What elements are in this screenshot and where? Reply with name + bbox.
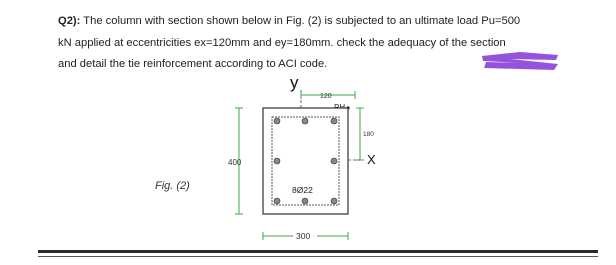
rebar <box>331 198 337 204</box>
dim-ey-text: 180 <box>363 131 374 138</box>
rebar <box>274 118 280 124</box>
rebar <box>274 158 280 164</box>
question-number: Q2): <box>58 15 81 27</box>
rebar <box>274 198 280 204</box>
question-line-3: and detail the tie reinforcement according to ACI code. <box>58 58 328 70</box>
x-axis-label: X <box>367 152 376 167</box>
question-line-2: kN applied at eccentricities ex=120mm and ey=180mm. check the adequacy of the section <box>58 36 506 49</box>
y-axis-label: y <box>290 73 299 92</box>
rebar <box>302 118 308 124</box>
rebar <box>331 118 337 124</box>
figure-caption: Fig. (2) <box>155 180 190 192</box>
divider-thick <box>38 250 598 253</box>
rebar <box>331 158 337 164</box>
divider-thin <box>38 256 598 257</box>
dim-height-text: 400 <box>228 158 242 167</box>
rebar <box>302 198 308 204</box>
dim-ex-text: 120 <box>320 93 332 100</box>
dim-width-text: 300 <box>296 231 311 241</box>
question-line-1-text: The column with section shown below in Fig. (2) is subjected to an ultimate load Pu=500 <box>80 15 521 27</box>
bars-label: 8Ø22 <box>292 185 313 195</box>
